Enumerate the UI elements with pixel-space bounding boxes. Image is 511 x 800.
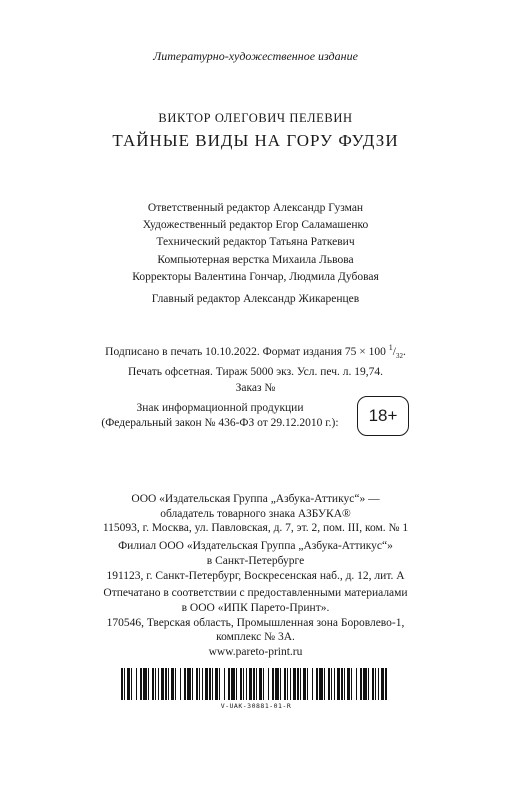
barcode-bar: [161, 668, 164, 700]
barcode-bar: [356, 668, 357, 700]
barcode-bar: [187, 668, 191, 700]
barcode-bar: [253, 668, 255, 700]
barcode-bar: [175, 668, 176, 700]
publisher-address: 115093, г. Москва, ул. Павловская, д. 7, эт. 2, пом. III, ком. № 1: [102, 522, 409, 535]
barcode-bar: [287, 668, 288, 700]
barcode-bar: [280, 668, 281, 700]
credit-line: Корректоры Валентина Гончар, Людмила Дубовая: [132, 270, 379, 283]
barcode-bar: [268, 668, 269, 700]
barcode-bar: [155, 668, 156, 700]
barcode-bars: [121, 668, 391, 700]
chief-editor-line: Главный редактор Александр Жикаренцев: [151, 293, 360, 306]
format-numerator: 1: [388, 343, 393, 352]
barcode-bar: [331, 668, 332, 700]
series-label: Литературно-художественное издание: [153, 49, 358, 63]
printer-name: в ООО «ИПК Парето-Принт».: [181, 601, 330, 614]
barcode-bar: [284, 668, 286, 700]
barcode-bar: [121, 668, 123, 700]
barcode-bar: [290, 668, 291, 700]
barcode-bar: [209, 668, 211, 700]
author-name: ВИКТОР ОЛЕГОВИЧ ПЕЛЕВИН: [158, 111, 353, 125]
barcode-bar: [307, 668, 308, 700]
barcode-bar: [293, 668, 296, 700]
barcode-bar: [148, 668, 149, 700]
barcode-bar: [319, 668, 323, 700]
barcode-bar: [263, 668, 264, 700]
barcode-bar: [246, 668, 247, 700]
printer-address-cont: комплекс № 3А.: [216, 631, 295, 644]
publisher-imprint: [0, 492, 511, 660]
barcode-bar: [256, 668, 257, 700]
barcode-bar: [259, 668, 262, 700]
barcode-bar: [375, 668, 376, 700]
barcode-text: V-UAK-30881-01-R: [220, 702, 292, 710]
printed-note: Отпечатано в соответствии с предоставленными материалами: [103, 587, 408, 600]
barcode-bar: [344, 668, 345, 700]
order-number-line: Заказ №: [235, 382, 276, 395]
barcode-bar: [236, 668, 237, 700]
barcode-bar: [385, 668, 387, 700]
barcode-bar: [297, 668, 299, 700]
barcode-bar: [205, 668, 208, 700]
barcode-bar: [202, 668, 203, 700]
barcode-bar: [347, 668, 350, 700]
age-law-line: (Федеральный закон № 436-ФЗ от 29.12.2010 г.):: [101, 417, 339, 429]
barcode: [121, 668, 391, 710]
branch-name: Филиал ООО «Издательская Группа „Азбука-Аттикус“»: [118, 540, 393, 553]
credit-line: Художественный редактор Егор Саламашенко: [142, 219, 369, 232]
barcode-bar: [312, 668, 313, 700]
barcode-bar: [192, 668, 193, 700]
barcode-bar: [140, 668, 142, 700]
printer-address: 170546, Тверская область, Промышленная зона Боровлево-1,: [106, 616, 405, 629]
barcode-bar: [212, 668, 213, 700]
print-run-line: Печать офсетная. Тираж 5000 экз. Усл. печ. л. 19,74.: [128, 366, 383, 379]
barcode-bar: [381, 668, 384, 700]
barcode-bar: [184, 668, 186, 700]
barcode-bar: [272, 668, 274, 700]
barcode-bar: [243, 668, 244, 700]
barcode-bar: [378, 668, 379, 700]
barcode-bar: [158, 668, 159, 700]
barcode-bar: [334, 668, 335, 700]
barcode-bar: [240, 668, 242, 700]
barcode-bar: [300, 668, 301, 700]
barcode-bar: [124, 668, 125, 700]
barcode-bar: [360, 668, 362, 700]
barcode-bar: [372, 668, 374, 700]
format-denominator: 32: [395, 352, 403, 361]
barcode-bar: [368, 668, 369, 700]
printer-website: www.pareto-print.ru: [208, 646, 303, 659]
barcode-bar: [363, 668, 367, 700]
barcode-bar: [136, 668, 137, 700]
barcode-bar: [199, 668, 200, 700]
barcode-bar: [152, 668, 154, 700]
credit-line: Компьютерная верстка Михаила Львова: [157, 253, 354, 266]
age-rating-notice: [70, 401, 370, 431]
barcode-bar: [228, 668, 230, 700]
barcode-bar: [324, 668, 325, 700]
age-notice-line: Знак информационной продукции: [136, 402, 304, 414]
barcode-bar: [196, 668, 198, 700]
barcode-bar: [341, 668, 343, 700]
barcode-bar: [171, 668, 174, 700]
publisher-name: ООО «Издательская Группа „Азбука-Аттикус“» —: [131, 493, 380, 505]
barcode-bar: [337, 668, 340, 700]
signed-to-print-text: Подписано в печать 10.10.2022. Формат издания 75 × 100: [105, 345, 386, 358]
branch-address: 191123, г. Санкт-Петербург, Воскресенская наб., д. 12, лит. А: [106, 569, 405, 582]
age-rating-badge: 18+: [357, 396, 409, 436]
print-info-block: [0, 340, 511, 396]
barcode-bar: [231, 668, 235, 700]
credit-line: Технический редактор Татьяна Раткевич: [156, 236, 355, 249]
branch-city: в Санкт-Петербурге: [206, 554, 305, 567]
credits-block: [0, 200, 511, 308]
barcode-bar: [180, 668, 181, 700]
barcode-bar: [249, 668, 252, 700]
book-title: ТАЙНЫЕ ВИДЫ НА ГОРУ ФУДЗИ: [112, 131, 399, 150]
barcode-bar: [275, 668, 279, 700]
barcode-bar: [143, 668, 147, 700]
barcode-bar: [215, 668, 218, 700]
barcode-bar: [328, 668, 330, 700]
barcode-bar: [219, 668, 220, 700]
barcode-bar: [303, 668, 306, 700]
barcode-bar: [168, 668, 169, 700]
barcode-bar: [224, 668, 225, 700]
barcode-bar: [316, 668, 318, 700]
credit-line: Ответственный редактор Александр Гузман: [147, 202, 364, 214]
trademark-line: обладатель товарного знака АЗБУКА®: [160, 507, 351, 520]
barcode-bar: [165, 668, 167, 700]
signed-to-print-line: Подписано в печать 10.10.2022. Формат издания 75 × 100 $^1/_{32}$.: [105, 343, 406, 361]
barcode-bar: [351, 668, 352, 700]
barcode-bar: [131, 668, 132, 700]
barcode-bar: [127, 668, 130, 700]
